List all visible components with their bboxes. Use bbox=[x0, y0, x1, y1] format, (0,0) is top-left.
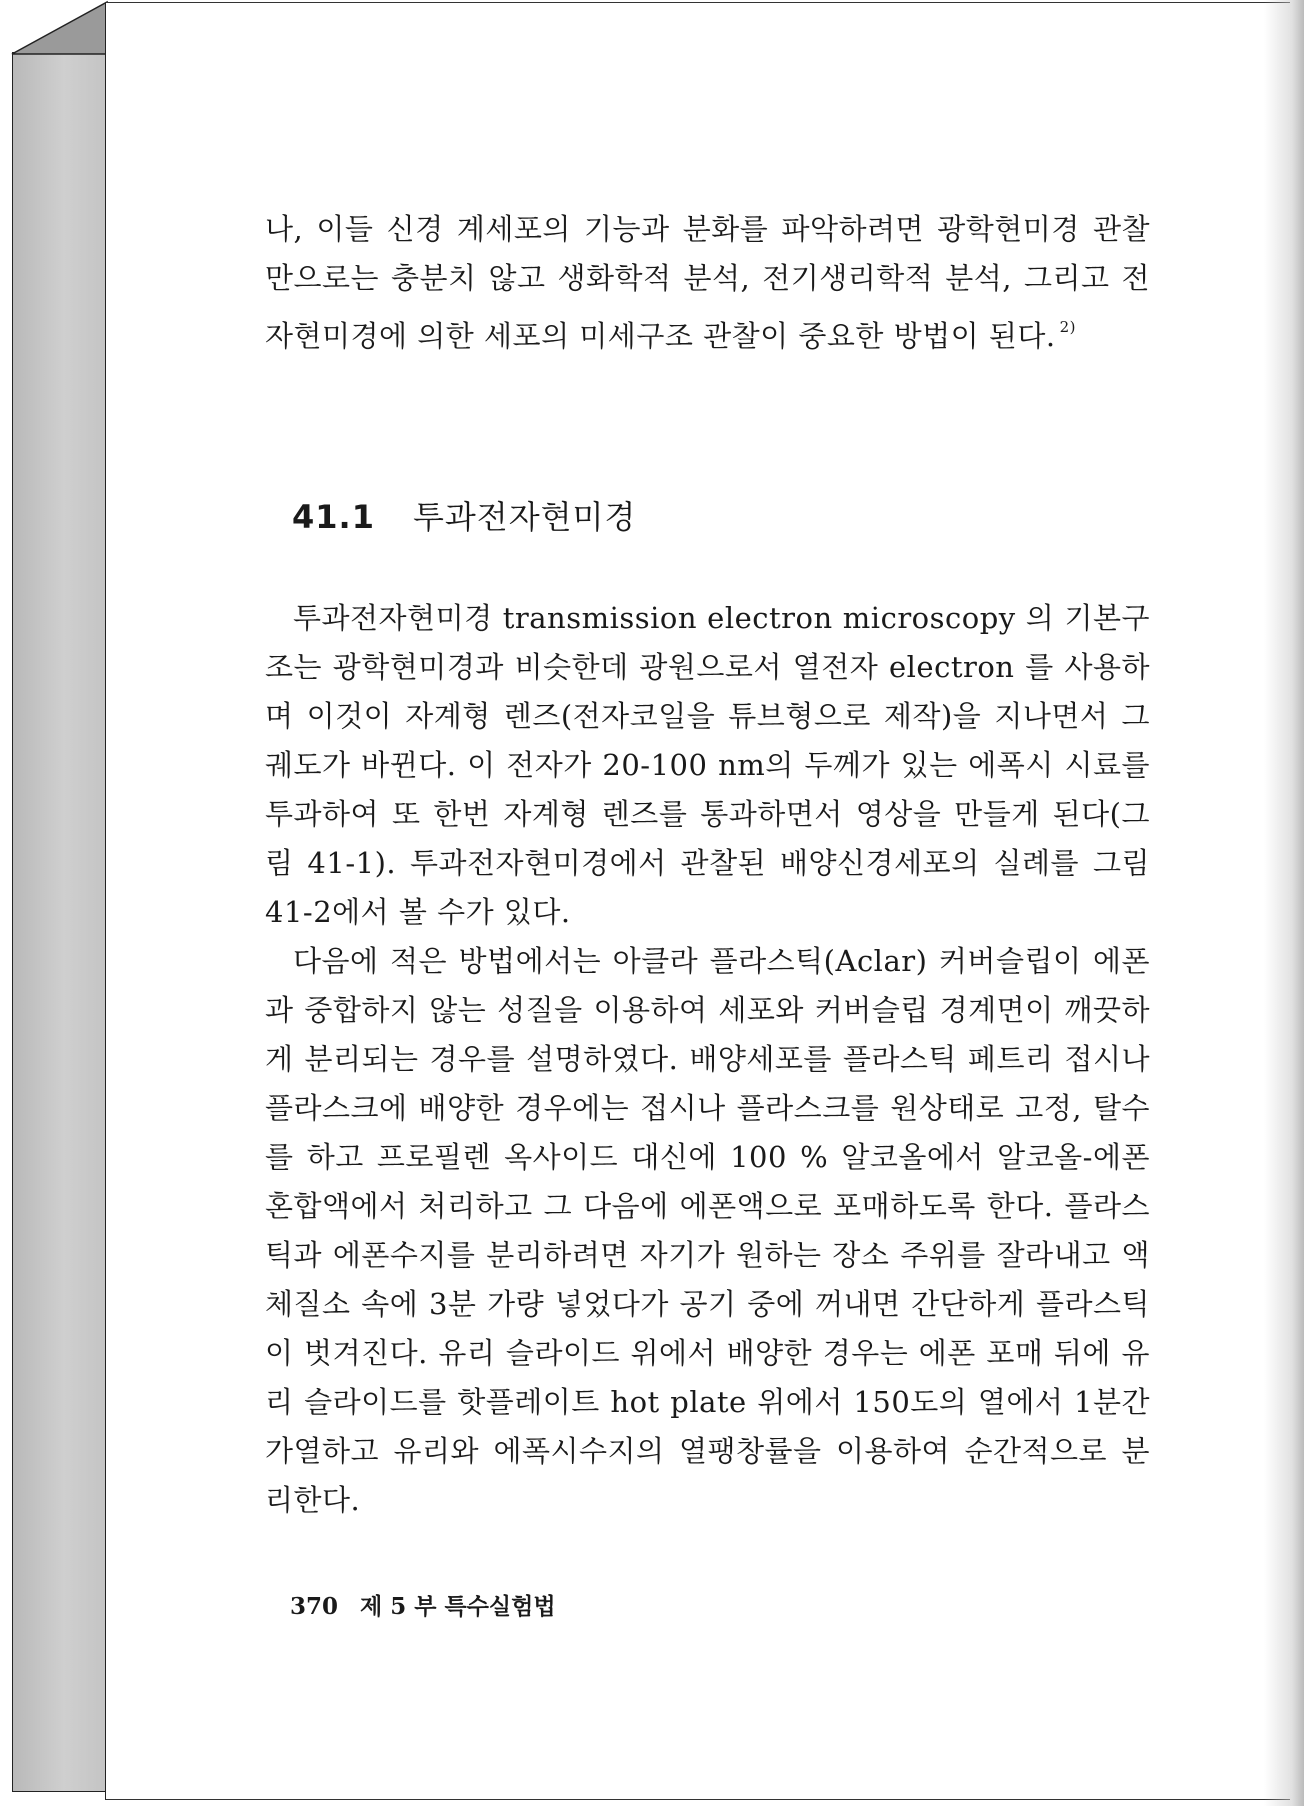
page-number: 370 bbox=[290, 1593, 339, 1620]
intro-paragraph bbox=[265, 205, 1150, 361]
section-title: 투과전자현미경 bbox=[412, 498, 637, 536]
page-footer bbox=[290, 1588, 556, 1621]
body-block bbox=[265, 594, 1150, 1525]
book-spine-edge bbox=[12, 52, 107, 1792]
section-number: 41.1 bbox=[292, 498, 375, 536]
intro-block bbox=[265, 205, 1150, 361]
body-paragraph-2: 다음에 적은 방법에서는 아클라 플라스틱(Aclar) 커버슬립이 에폰과 중합하지 않는 성질을 이용하여 세포와 커버슬립 경계면이 깨끗하게 분리되는 경우를 설명하였다. 배양세포를 플라스틱 페트리 접시나 플라스크에 배양한 경우에는 접시나 플라스크를 원상태로 고정, 탈수를 하고 프로필렌 옥사이드 대신에 100 % 알코올에서 알코올-에폰 혼합액에서 처리하고 그 다음에 에폰액으로 포매하도록 한다. 플라스틱과 에폰수지를 분리하려면 자기가 원하는 장소 주위를 잘라내고 액체질소 속에 3분 가량 넣었다가 공기 중에 꺼내면 간단하게 플라스틱이 벗겨진다. 유리 슬라이드 위에서 배양한 경우는 에폰 포매 뒤에 유리 슬라이드를 핫플레이트 hot plate 위에서 150도의 열에서 1분간 가열하고 유리와 에폭시수지의 열팽창률을 이용하여 순간적으로 분리한다. bbox=[265, 944, 1150, 1517]
part-label: 제 5 부 특수실험법 bbox=[360, 1593, 556, 1620]
footnote-marker: 2) bbox=[1059, 318, 1077, 336]
page-edge-shadow bbox=[1264, 0, 1304, 1806]
section-heading bbox=[292, 492, 636, 538]
book-corner-edge bbox=[10, 0, 110, 56]
intro-paragraph-text: 나, 이들 신경 계세포의 기능과 분화를 파악하려면 광학현미경 관찰만으로는 충분치 않고 생화학적 분석, 전기생리학적 분석, 그리고 전자현미경에 의한 세포의 미세구조 관찰이 중요한 방법이 된다. bbox=[265, 212, 1150, 353]
body-paragraph-1: 투과전자현미경 transmission electron microscopy 의 기본구조는 광학현미경과 비슷한데 광원으로서 열전자 electron 를 사용하며 이것이 자계형 렌즈(전자코일을 튜브형으로 제작)을 지나면서 그 궤도가 바뀐다. 이 전자가 20-100 nm의 두께가 있는 에폭시 시료를 투과하여 또 한번 자계형 렌즈를 통과하면서 영상을 만들게 된다(그림 41-1). 투과전자현미경에서 관찰된 배양신경세포의 실례를 그림 41-2에서 볼 수가 있다. bbox=[265, 601, 1150, 929]
